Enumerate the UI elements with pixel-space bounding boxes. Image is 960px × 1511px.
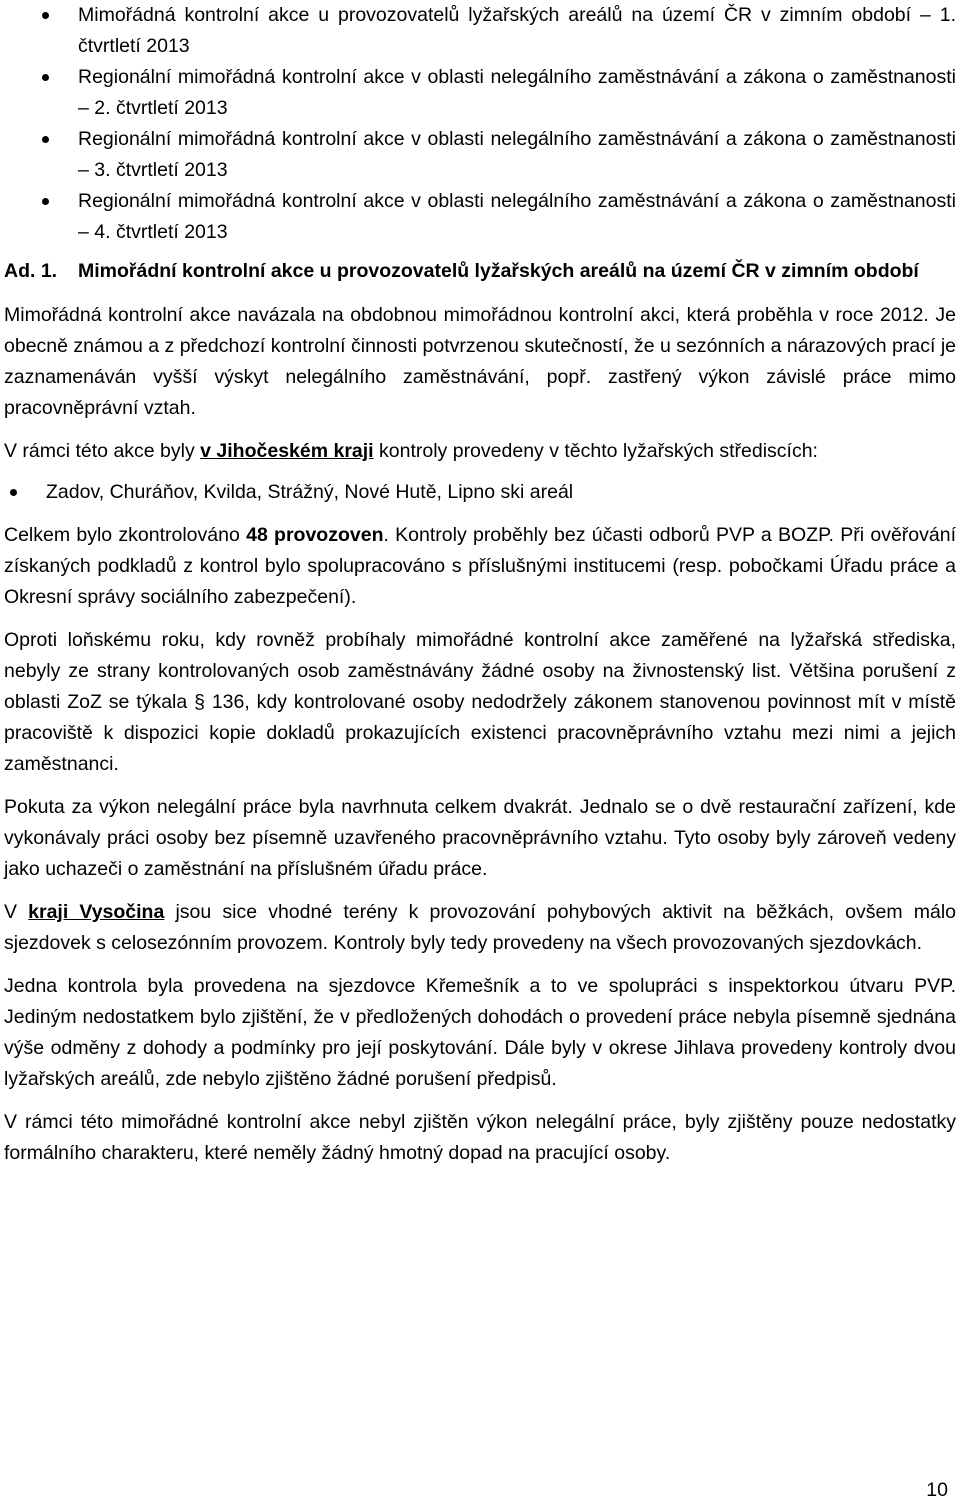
list-item: Zadov, Churáňov, Kvilda, Strážný, Nové Hutě, Lipno ski areál — [4, 477, 956, 508]
ski-resort-list — [4, 477, 956, 508]
paragraph-vysocina: V kraji Vysočina jsou sice vhodné terény k provozování pohybových aktivit na běžkách, ovšem málo sjezdovek s celosezónním provozem. Kontroly byly tedy provedeny na všech provozovaných sjezdovkách. — [4, 901, 956, 954]
bullet-icon — [42, 198, 49, 205]
paragraph-south-bohemia: V rámci této akce byly v Jihočeském kraji kontroly provedeny v těchto lyžařských střediscích: — [4, 440, 818, 462]
paragraph-conclusion: V rámci této mimořádné kontrolní akce nebyl zjištěn výkon nelegální práce, byly zjištěny pouze nedostatky formálního charakteru, které neměly žádný hmotný dopad na pracující osoby. — [4, 1111, 956, 1164]
bullet-icon — [42, 136, 49, 143]
list-item: Regionální mimořádná kontrolní akce v oblasti nelegálního zaměstnávání a zákona o zaměstnanosti – 2. čtvrtletí 2013 — [4, 62, 956, 124]
bullet-icon — [10, 489, 17, 496]
region-link-jihocesky: v Jihočeském kraji — [200, 440, 374, 462]
list-item: Mimořádná kontrolní akce u provozovatelů lyžařských areálů na území ČR v zimním období – 1. čtvrtletí 2013 — [4, 0, 956, 62]
paragraph-fines: Pokuta za výkon nelegální práce byla navrhnuta celkem dvakrát. Jednalo se o dvě restaurační zařízení, kde vykonávaly práci osoby bez písemně uzavřeného pracovněprávního vztahu. Tyto osoby byly zároveň vedeny jako uchazeči o zaměstnání na příslušném úřadu práce. — [4, 796, 956, 880]
list-item: Regionální mimořádná kontrolní akce v oblasti nelegálního zaměstnávání a zákona o zaměstnanosti – 4. čtvrtletí 2013 — [4, 186, 956, 248]
paragraph-kremesnik: Jedna kontrola byla provedena na sjezdovce Křemešník a to ve spolupráci s inspektorkou útvaru PVP. Jediným nedostatkem bylo zjištění, že v předložených dohodách o provedení práce nebyla písemně sjednána výše odměny z dohody a podmínky pro její poskytování. Dále byly v okrese Jihlava provedeny kontroly dvou lyžařských areálů, zde nebylo zjištěno žádné porušení předpisů. — [4, 975, 956, 1090]
bullet-icon — [42, 74, 49, 81]
section-title: Mimořádní kontrolní akce u provozovatelů lyžařských areálů na území ČR v zimním období — [78, 260, 919, 282]
paragraph-summary: Celkem bylo zkontrolováno 48 provozoven. Kontroly proběhly bez účasti odborů PVP a BOZP. Při ověřování získaných podkladů z kontrol bylo spolupracováno s příslušnými institucemi (resp. pobočkami Úřadu práce a Okresní správy sociálního zabezpečení). — [4, 524, 956, 608]
section-number: Ad. 1. — [4, 260, 58, 282]
region-link-vysocina: kraji Vysočina — [28, 901, 165, 923]
bullet-icon — [42, 12, 49, 19]
list-item: Regionální mimořádná kontrolní akce v oblasti nelegálního zaměstnávání a zákona o zaměstnanosti – 3. čtvrtletí 2013 — [4, 124, 956, 186]
paragraph-comparison: Oproti loňskému roku, kdy rovněž probíhaly mimořádné kontrolní akce zaměřené na lyžařská střediska, nebyly ze strany kontrolovaných osob zaměstnávány žádné osoby na živnostenský list. Většina porušení z oblasti ZoZ se týkala § 136, kdy kontrolované osoby nedodržely zákonem stanovenou povinnost mít v místě pracoviště k dispozici kopie dokladů prokazujících existenci pracovněprávního vztahu mezi nimi a jejich zaměstnanci. — [4, 629, 956, 775]
section-heading — [4, 256, 956, 287]
inspected-count: 48 provozoven — [246, 524, 384, 546]
paragraph-intro: Mimořádná kontrolní akce navázala na obdobnou mimořádnou kontrolní akci, která proběhla v roce 2012. Je obecně známou a z předchozí kontrolní činnosti potvrzenou skutečností, že u sezónních a nárazových prací je zaznamenáván vyšší výskyt nelegálního zaměstnávání, popř. zastřený výkon závislé práce mimo pracovněprávní vztah. — [4, 304, 956, 419]
inspection-list — [4, 0, 956, 248]
page-number: 10 — [926, 1479, 948, 1501]
